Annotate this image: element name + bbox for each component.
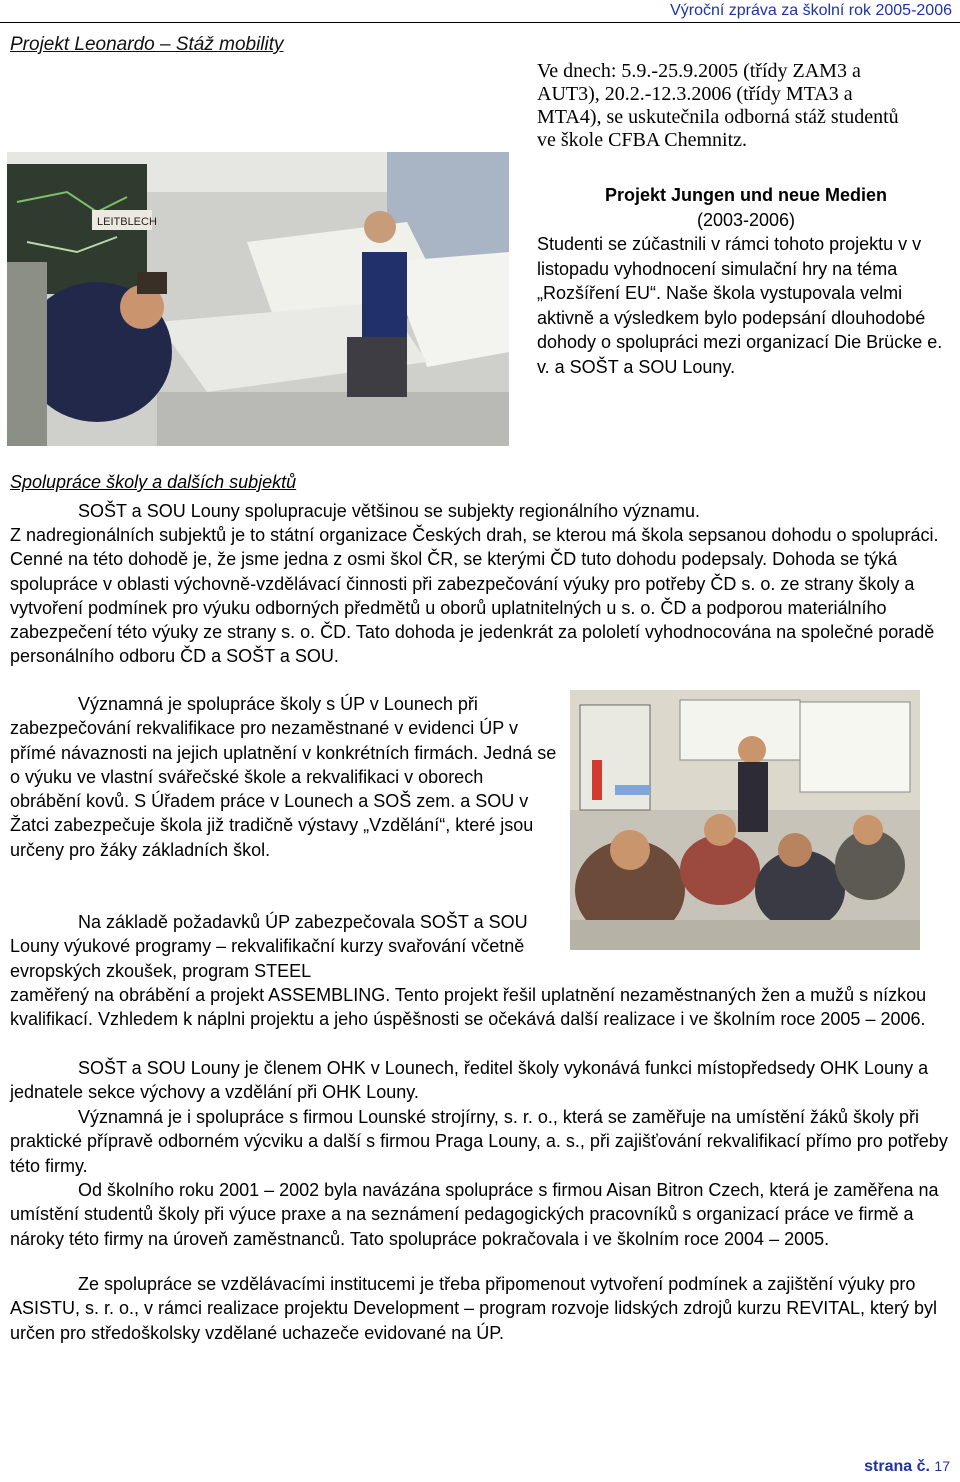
cooperation-paragraph-3: Významná je spolupráce školy s ÚP v Lounech při zabezpečování rekvalifikace pro nezaměstnané v evidenci ÚP v přímé návaznosti na jejich uplatnění v konkrétních firmách. Jedná se o výuku ve vlastní svářečské škole a rekvalifikaci v oborech obrábění kovů. S Úřadem práce v Lounech a SOŠ zem. a SOU v Žatci zabezpečuje škola již tradičně výstavy „Vzdělání“, které jsou určeny pro žáky základních škol.	[10, 694, 557, 860]
running-header: Výroční zpráva za školní rok 2005-2006	[670, 2, 952, 19]
jungen-project-block	[537, 183, 955, 379]
page-number: 17	[934, 1458, 950, 1474]
cooperation-paragraph-7: Od školního roku 2001 – 2002 byla navázána spolupráce s firmou Aisan Bitron Czech, která je zaměřena na umístění studentů školy při výuce praxe a na seznámení pedagogických pracovníků s organizací práce ve firmě a nároky této firmy na úroveň zaměstnanců. Tato spolupráce pokračovala i ve školním roce 2004 – 2005.	[10, 1180, 939, 1249]
cooperation-paragraph-1: SOŠT a SOU Louny spolupracuje většinou se subjekty regionálního významu.	[78, 501, 701, 521]
jungen-body: Studenti se zúčastnili v rámci tohoto projektu v v listopadu vyhodnocení simulační hry na téma „Rozšíření EU“. Naše škola vystupovala velmi aktivně a výsledkem bylo podepsání dlouhodobé dohody o spolupráci mezi organizací Die Brücke e. v. a SOŠT a SOU Louny.	[537, 234, 943, 377]
stint-paragraph: Ve dnech: 5.9.-25.9.2005 (třídy ZAM3 a AUT3), 20.2.-12.3.2006 (třídy MTA3 a MTA4), se uskutečnila odborná stáž studentů ve škole CFBA Chemnitz.	[537, 60, 899, 151]
classroom-sign: LEITBLECH	[97, 216, 157, 228]
page-label: strana č.	[864, 1458, 930, 1475]
cooperation-paragraph-2: Z nadregionálních subjektů je to státní organizace Českých drah, se kterou má škola sepsanou dohodu o spolupráci. Cenné na této dohodě je, že jsme jedna z osmi škol ČR, se kterými ČD tuto dohodu podepsaly. Dohoda se týká spolupráce v oblasti výchovně-vzdělávací činnosti při zabezpečování výuky pro potřeby ČD s. o. ze strany školy a vytvoření podmínek pro výuku odborných předmětů u oborů uplatnitelných u s. o. ČD a podporou materiálního zabezpečení této výuky ze strany s. o. ČD. Tato dohoda je jedenkrát za pololetí vyhodnocována na společné poradě personálního odboru ČD a SOŠT a SOU.	[10, 525, 939, 667]
cooperation-paragraph-6: Významná je i spolupráce s firmou Lounské strojírny, s. r. o., která se zaměřuje na umístění žáků školy při praktické přípravě odborném výcviku a další s firmou Praga Louny, a. s., při zajišťování rekvalifikací přímo pro potřeby této firmy.	[10, 1107, 948, 1176]
cooperation-paragraph-4a: Na základě požadavků ÚP zabezpečovala SOŠT a SOU Louny výukové programy – rekvalifikační kurzy svařování včetně evropských zkoušek, program STEEL	[10, 912, 528, 981]
page-footer	[864, 1458, 950, 1476]
header-divider	[0, 22, 960, 23]
cooperation-paragraph-5: SOŠT a SOU Louny je členem OHK v Lounech, ředitel školy vykonává funkci místopředsedy OHK Louny a jednatele sekce výchovy a vzdělání při OHK Louny.	[10, 1058, 929, 1103]
jungen-title: Projekt Jungen und neue Medien	[604, 185, 888, 205]
training-room-photo	[570, 690, 920, 950]
cooperation-section-title: Spolupráce školy a dalších subjektů	[10, 472, 297, 492]
cooperation-paragraph-8: Ze spolupráce se vzdělávacími institucemi je třeba připomenout vytvoření podmínek a zajištění výuky pro ASISTU, s. r. o., v rámci realizace projektu Development – program rozvoje lidských zdrojů kurzu REVITAL, který byl určen pro středoškolsky vzdělané uchazeče evidované na ÚP.	[10, 1274, 937, 1343]
project-leonardo-title: Projekt Leonardo – Stáž mobility	[10, 34, 284, 55]
classroom-photo	[7, 152, 509, 446]
cooperation-paragraph-4b: zaměřený na obrábění a projekt ASSEMBLING. Tento projekt řešil uplatnění nezaměstnaných žen a mužů s nízkou kvalifikací. Vzhledem k náplni projektu a jeho úspěšnosti se očekává další realizace i ve školním roce 2005 – 2006.	[10, 985, 927, 1030]
jungen-years: (2003-2006)	[696, 209, 796, 230]
